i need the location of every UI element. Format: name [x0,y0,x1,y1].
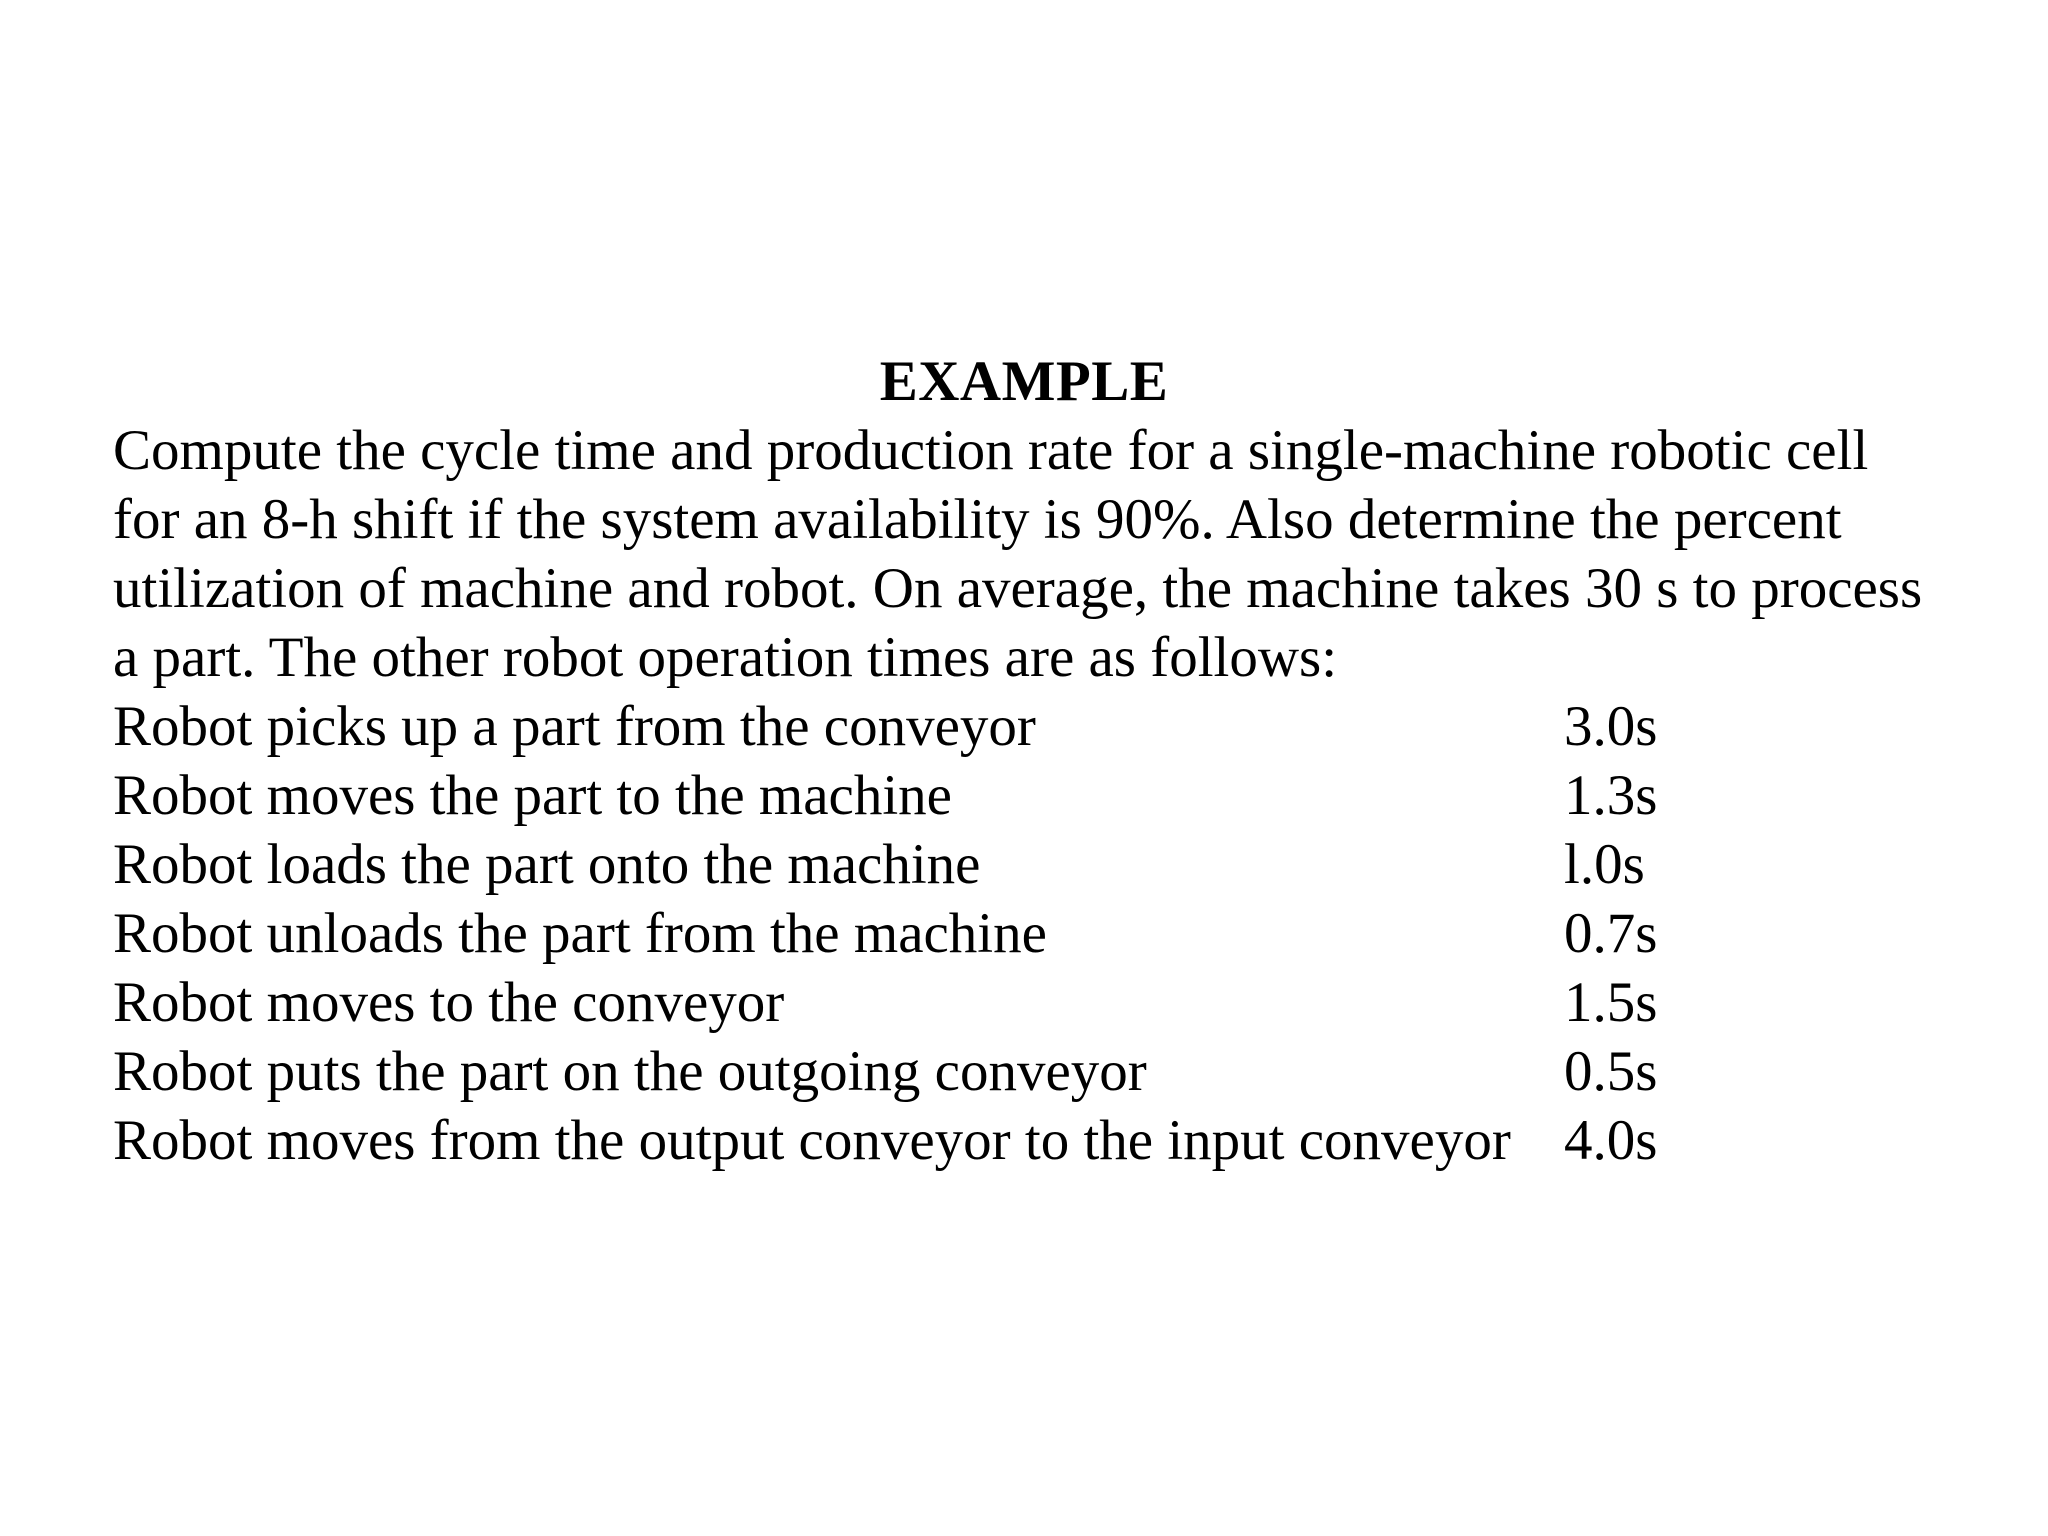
problem-line-1: Compute the cycle time and production rate for a single-machine robotic cell [113,419,1869,482]
operation-label: Robot moves the part to the machine [113,764,952,827]
problem-line-4: a part. The other robot operation times are as follows: [113,626,1338,689]
operation-label: Robot unloads the part from the machine [113,902,1047,965]
operation-time: 0.5s [1564,1040,1658,1103]
operation-time: 1.3s [1564,764,1658,827]
operation-label: Robot loads the part onto the machine [113,833,981,896]
operation-time: 3.0s [1564,695,1658,758]
operation-label: Robot moves to the conveyor [113,971,785,1034]
operation-label: Robot picks up a part from the conveyor [113,695,1036,758]
operation-label: Robot puts the part on the outgoing conveyor [113,1040,1147,1103]
page-title: EXAMPLE [879,350,1169,413]
problem-line-2: for an 8-h shift if the system availability is 90%. Also determine the percent [113,488,1842,551]
problem-line-3: utilization of machine and robot. On average, the machine takes 30 s to process [113,557,1923,620]
operation-time: 4.0s [1564,1109,1658,1172]
operation-time: l.0s [1564,833,1645,896]
operation-time: 0.7s [1564,902,1658,965]
operation-label: Robot moves from the output conveyor to the input conveyor [113,1109,1511,1172]
operation-time: 1.5s [1564,971,1658,1034]
